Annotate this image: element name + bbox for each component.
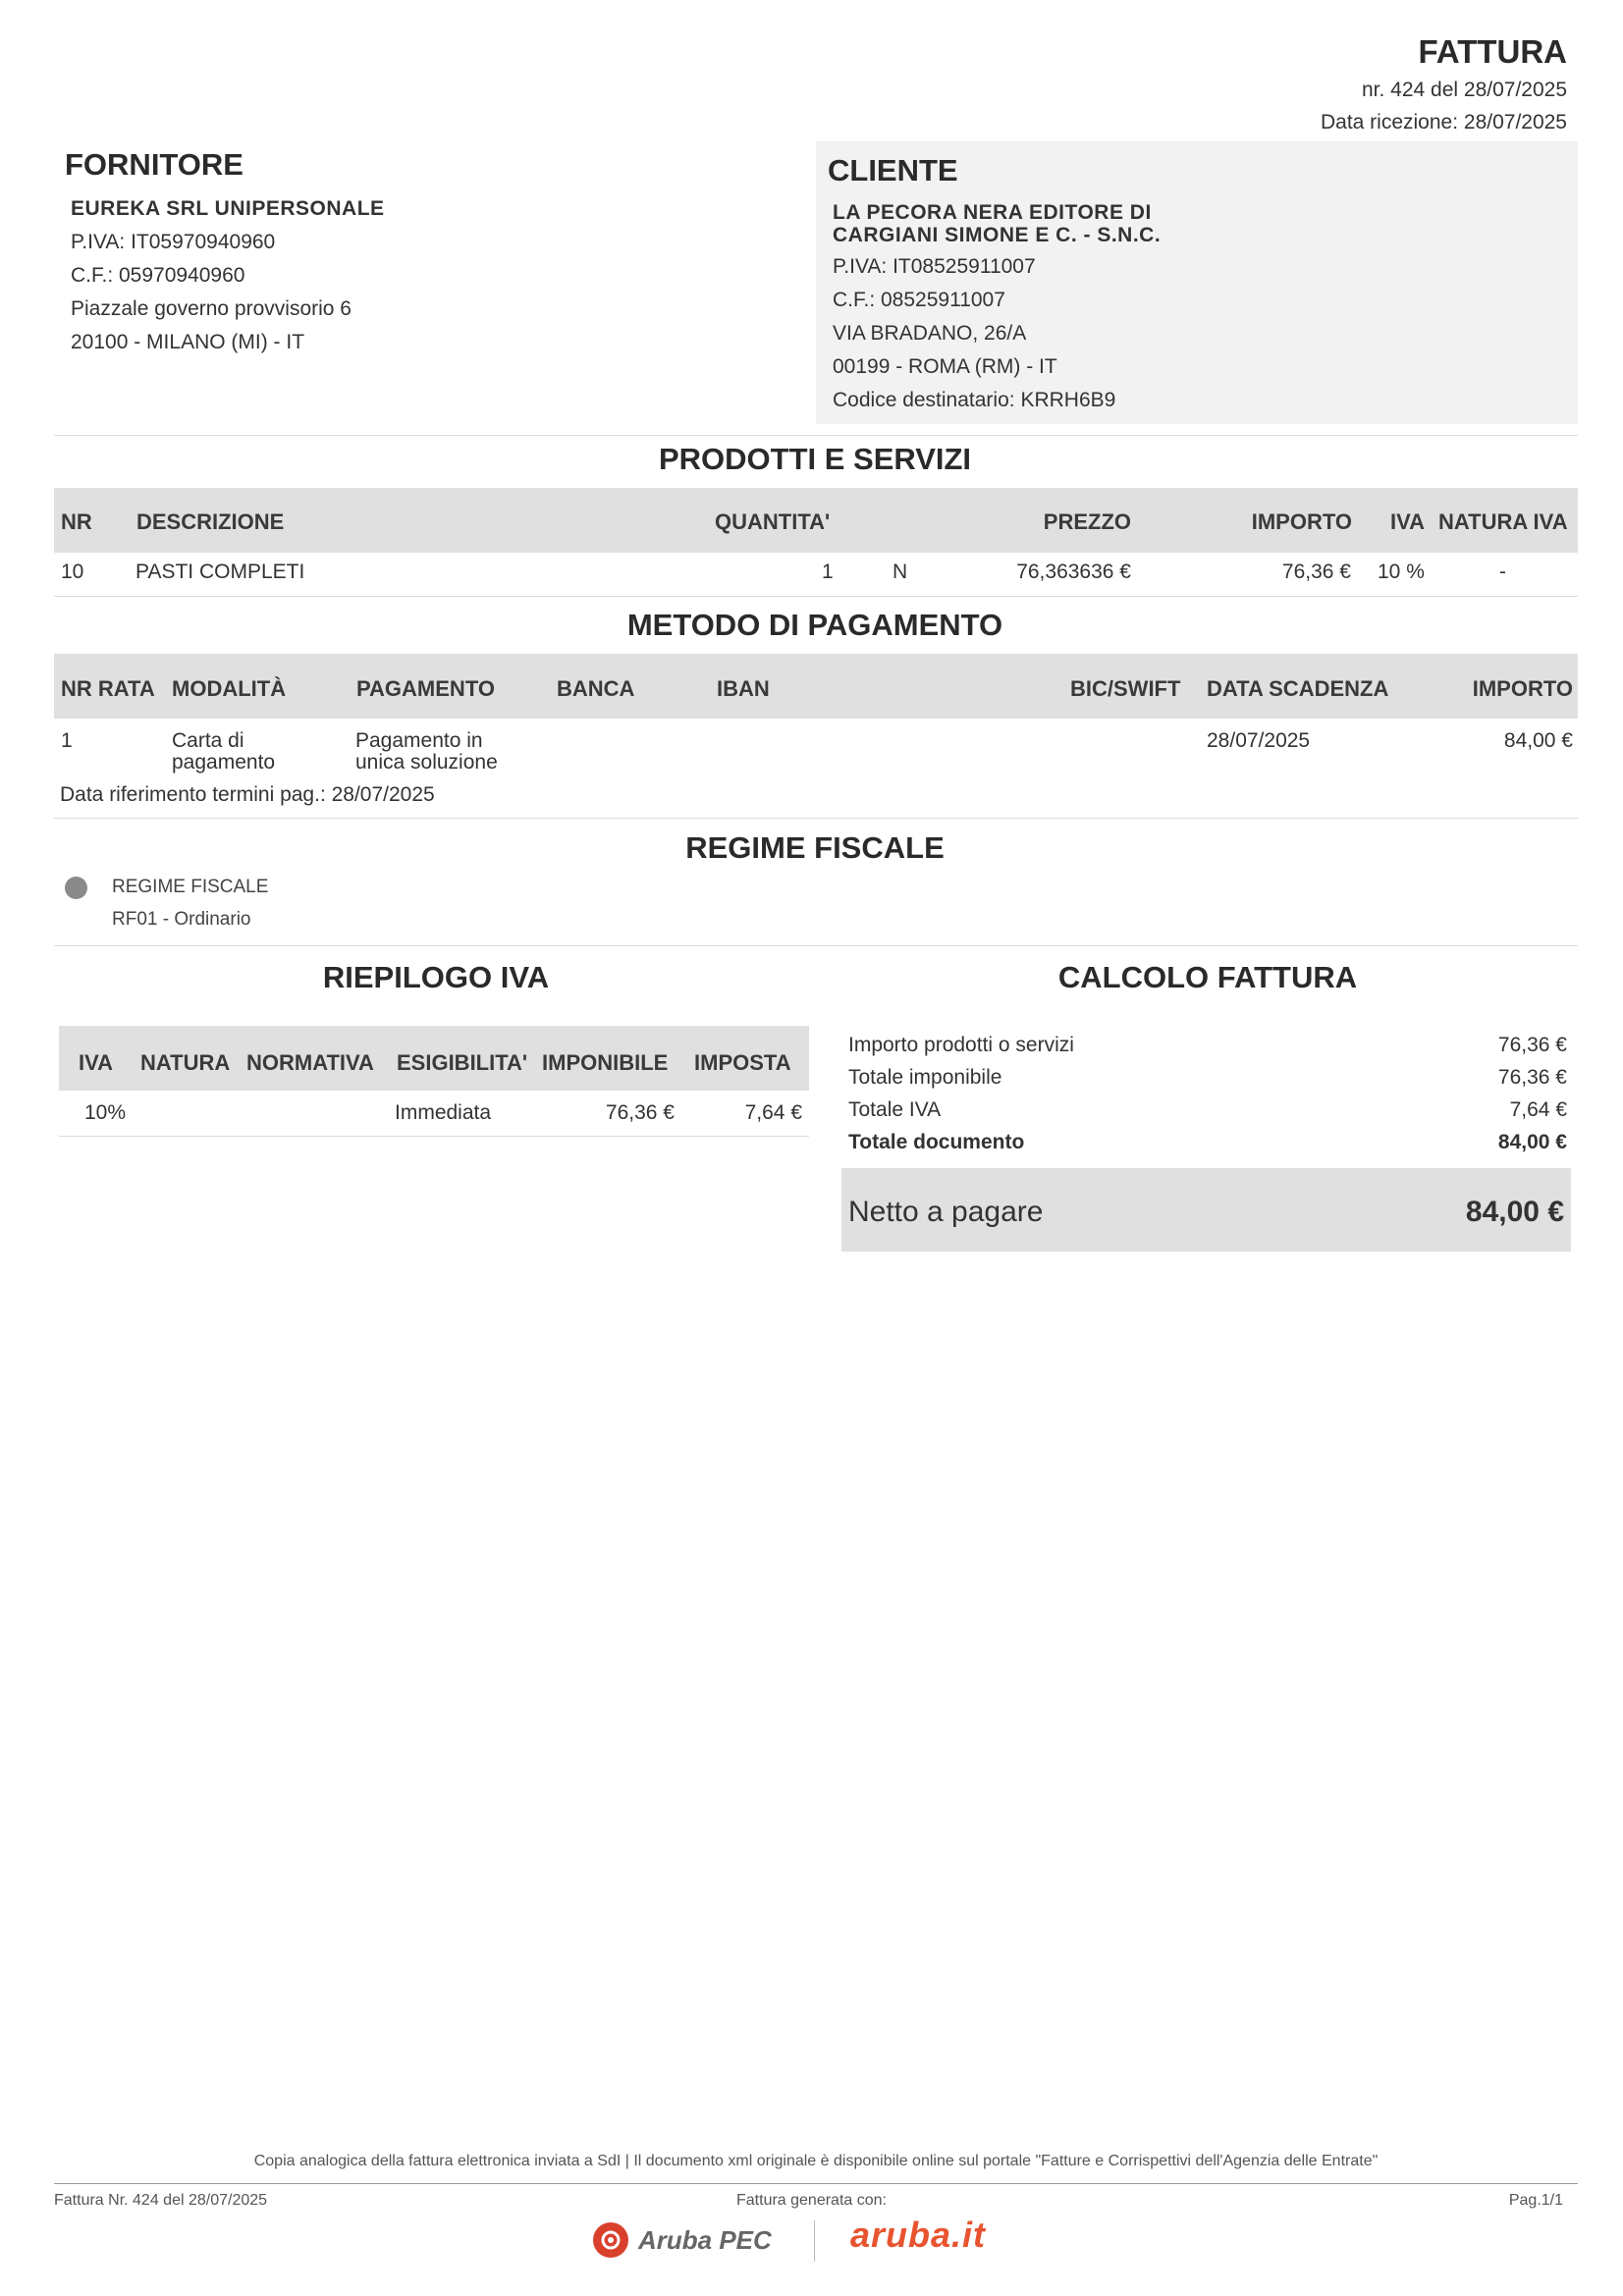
aruba-pec-text: Aruba PEC (638, 2224, 772, 2255)
divider (54, 818, 1578, 819)
client-address: VIA BRADANO, 26/A (833, 322, 1027, 345)
supplier-cf: C.F.: 05970940960 (71, 264, 245, 287)
divider (54, 945, 1578, 946)
bullet-icon (65, 877, 87, 899)
fiscal-title: REGIME FISCALE (685, 830, 945, 865)
col-natura-summary: NATURA (140, 1050, 231, 1075)
pay-pag-line2: unica soluzione (355, 751, 498, 774)
row-natura: - (1499, 561, 1506, 583)
calc-line-total (848, 1131, 1567, 1163)
pay-scadenza: 28/07/2025 (1207, 729, 1311, 752)
client-name-line1: LA PECORA NERA EDITORE DI (833, 201, 1152, 224)
calc-value: 76,36 € (1497, 1066, 1567, 1089)
calc-line (848, 1098, 1567, 1131)
row-iva: 10 % (1378, 561, 1425, 583)
pay-mod-line1: Carta di (172, 729, 244, 752)
aruba-pec-icon (589, 2218, 632, 2262)
row-nr: 10 (61, 561, 84, 583)
col-quantita: QUANTITA' (715, 509, 831, 534)
client-cf: C.F.: 08525911007 (833, 289, 1005, 311)
divider (59, 1136, 809, 1137)
net-value: 84,00 € (1465, 1196, 1564, 1228)
row-desc: PASTI COMPLETI (135, 561, 305, 583)
footer-divider (54, 2183, 1578, 2184)
footer-center: Fattura generata con: (736, 2192, 887, 2209)
client-name-line2: CARGIANI SIMONE E C. - S.N.C. (833, 224, 1162, 246)
iva-rate: 10% (84, 1101, 127, 1124)
col-importo-pag: IMPORTO (1472, 676, 1573, 701)
row-unit: N (893, 561, 908, 583)
fiscal-label: REGIME FISCALE (112, 877, 269, 897)
supplier-title: FORNITORE (65, 147, 243, 182)
divider (54, 596, 1578, 597)
col-imponibile: IMPONIBILE (542, 1050, 669, 1075)
document-title: FATTURA (1418, 33, 1567, 70)
col-bic: BIC/SWIFT (1070, 676, 1181, 701)
calc-label: Totale IVA (848, 1098, 942, 1121)
products-title: PRODOTTI E SERVIZI (658, 442, 972, 476)
row-price: 76,363636 € (1016, 561, 1131, 583)
col-nr-rata: NR RATA (61, 676, 155, 701)
calc-label: Totale imponibile (848, 1066, 1002, 1089)
calc-label: Totale documento (848, 1131, 1025, 1153)
received-date: Data ricezione: 28/07/2025 (1320, 111, 1567, 133)
payment-title: METODO DI PAGAMENTO (626, 608, 1003, 642)
col-descrizione: DESCRIZIONE (136, 509, 285, 534)
client-block (816, 141, 1578, 424)
client-city: 00199 - ROMA (RM) - IT (833, 355, 1057, 378)
calc-value: 7,64 € (1509, 1098, 1567, 1121)
footer-left: Fattura Nr. 424 del 28/07/2025 (54, 2192, 268, 2209)
supplier-name: EUREKA SRL UNIPERSONALE (71, 197, 385, 220)
calc-value: 76,36 € (1497, 1034, 1567, 1056)
calc-lines (848, 1034, 1567, 1163)
divider (54, 435, 1578, 436)
supplier-block (65, 147, 791, 359)
logo-separator (814, 2220, 815, 2262)
col-normativa: NORMATIVA (246, 1050, 374, 1075)
row-amount: 76,36 € (1281, 561, 1351, 583)
footer-right: Pag.1/1 (1508, 2192, 1563, 2209)
pay-pag-line1: Pagamento in (355, 729, 483, 752)
iva-imposta: 7,64 € (744, 1101, 802, 1124)
supplier-address: Piazzale governo provvisorio 6 (71, 297, 352, 320)
aruba-pec-logo (589, 2218, 772, 2262)
col-iva: IVA (1390, 509, 1426, 534)
calc-label: Importo prodotti o servizi (848, 1034, 1074, 1056)
col-iva-summary: IVA (79, 1050, 114, 1075)
col-esigibilita: ESIGIBILITA' (397, 1050, 528, 1075)
calc-title: CALCOLO FATTURA (1057, 960, 1358, 994)
col-modalita: MODALITÀ (172, 676, 287, 701)
col-iban: IBAN (717, 676, 770, 701)
pay-rata: 1 (61, 729, 73, 752)
supplier-piva: P.IVA: IT05970940960 (71, 231, 276, 253)
col-banca: BANCA (557, 676, 635, 701)
col-natura-iva: NATURA IVA (1438, 509, 1568, 534)
col-importo: IMPORTO (1251, 509, 1352, 534)
pay-importo: 84,00 € (1503, 729, 1573, 752)
col-pagamento: PAGAMENTO (356, 676, 495, 701)
client-piva: P.IVA: IT08525911007 (833, 255, 1036, 278)
col-prezzo: PREZZO (1043, 509, 1131, 534)
iva-esigibilita: Immediata (395, 1101, 492, 1124)
pay-mod-line2: pagamento (172, 751, 276, 774)
calc-line (848, 1066, 1567, 1098)
fiscal-value: RF01 - Ordinario (112, 909, 251, 930)
row-qty: 1 (822, 561, 834, 583)
net-label: Netto a pagare (848, 1196, 1044, 1228)
calc-line (848, 1034, 1567, 1066)
col-imposta: IMPOSTA (694, 1050, 791, 1075)
supplier-city: 20100 - MILANO (MI) - IT (71, 331, 305, 353)
iva-summary-title: RIEPILOGO IVA (322, 960, 550, 994)
payment-ref-terms: Data riferimento termini pag.: 28/07/2025 (60, 783, 435, 806)
calc-value: 84,00 € (1497, 1131, 1567, 1153)
iva-imponibile: 76,36 € (605, 1101, 675, 1124)
col-scadenza: DATA SCADENZA (1207, 676, 1389, 701)
col-nr: NR (61, 509, 92, 534)
client-title: CLIENTE (828, 153, 958, 187)
aruba-it-logo: aruba.it (850, 2215, 987, 2255)
net-to-pay-box (841, 1168, 1571, 1252)
client-dest-code: Codice destinatario: KRRH6B9 (833, 389, 1116, 411)
invoice-number: nr. 424 del 28/07/2025 (1361, 79, 1567, 101)
footer-disclaimer: Copia analogica della fattura elettronica inviata a SdI | Il documento xml originale è disponibile online sul portale "Fatture e Corrispettivi dell'Agenzia delle Entrate" (253, 2153, 1379, 2169)
